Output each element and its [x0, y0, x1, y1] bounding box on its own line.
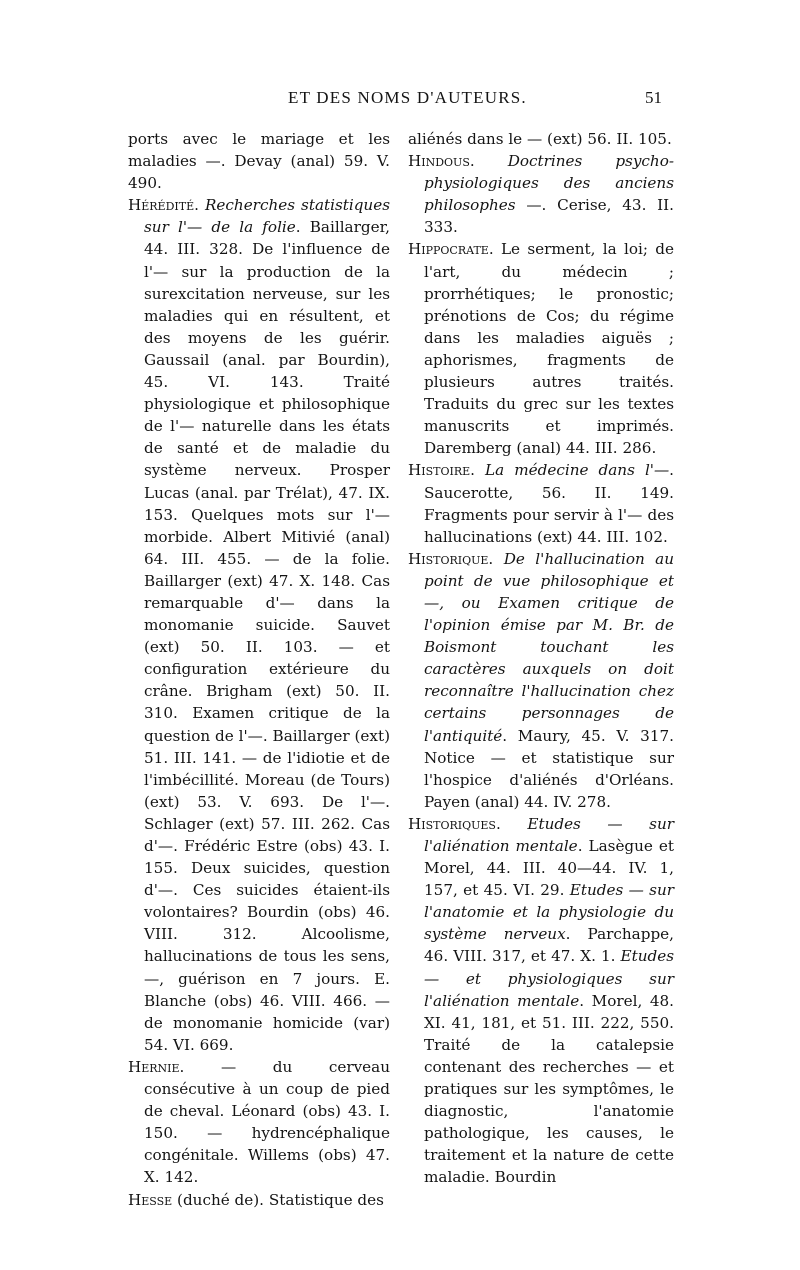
- entry-headword: Hérédité.: [128, 196, 199, 215]
- entry-title-italic: Doctrines psycho-physiologiques des anciens philosophes: [424, 152, 674, 215]
- entry-text: aliénés dans le — (ext) 56. II. 105.: [408, 130, 672, 148]
- entry-headword: Historiques.: [408, 814, 501, 833]
- entry-headword: Hernie.: [128, 1057, 185, 1076]
- entry-text: [475, 152, 508, 170]
- running-header: [0, 88, 800, 118]
- running-title: ET DES NOMS D'AUTEURS.: [288, 88, 527, 107]
- index-entry: [408, 150, 674, 238]
- entry-text: —. Cerise, 43. II. 333.: [424, 196, 674, 237]
- entry-text: . Maury, 45. V. 317. Notice — et statistique sur l'hospice d'aliénés d'Orléans. Payen (anal) 44. IV. 278.: [424, 726, 674, 811]
- left-column: [128, 128, 390, 1211]
- page-number: 51: [645, 88, 662, 107]
- index-entry: [128, 194, 390, 1056]
- index-entry: [408, 548, 674, 813]
- index-entry: [408, 459, 674, 547]
- entry-text: . Lasègue et Morel, 44. III. 40—44. IV. 1, 157, et 45. VI. 29.: [424, 837, 674, 900]
- index-entry: [408, 813, 674, 1189]
- entry-headword: Hippocrate.: [408, 240, 494, 259]
- index-entry: [408, 238, 674, 459]
- entry-headword: Hesse: [128, 1190, 173, 1209]
- entry-text: [493, 550, 503, 568]
- entry-text: Le serment, la loi; de l'art, du médecin ; prorrhétiques; le pronostic; prénotions de Cos; du régime dans les maladies aiguës ; aphorismes, fragments de plusieurs autres traités. Traduits du grec sur les textes manuscrits et imprimés. Daremberg (anal) 44. III. 286.: [424, 240, 674, 458]
- entry-headword: Hindous.: [408, 152, 475, 171]
- entry-headword: Histoire.: [408, 461, 475, 480]
- right-column: [408, 128, 674, 1189]
- entry-text: . Saucerotte, 56. II. 149. Fragments pour servir à l'— des hallucinations (ext) 44. III. 102.: [424, 461, 674, 546]
- entry-text: — du cerveau consécutive à un coup de pied de cheval. Léonard (obs) 43. I. 150. — hydrencéphalique congénitale. Willems (obs) 47. X. 142.: [144, 1057, 390, 1187]
- entry-text: . Parchappe, 46. VIII. 317, et 47. X. 1.: [424, 925, 674, 966]
- entry-title-italic: Recherches statistiques sur l'— de la folie: [144, 196, 390, 237]
- entry-text: (duché de). Statistique des: [172, 1190, 384, 1209]
- entry-text: . Morel, 48. XI. 41, 181, et 51. III. 222, 550. Traité de la catalepsie contenant des recherches — et pratiques sur les symptômes, le diagnostic, l'anatomie pathologique, les causes, le traitement et la nature de cette maladie. Bourdin: [424, 991, 675, 1187]
- entry-text: ports avec le mariage et les maladies —. Devay (anal) 59. V. 490.: [128, 130, 390, 193]
- entry-text: . Baillarger, 44. III. 328. De l'influence de l'— sur la production de la surexcitation nerveuse, sur les maladies qui en résultent, et des moyens de les guérir. Gaussail (anal. par Bourdin), 45. VI. 143. Traité physiologique et philosophique de l'— naturelle dans les états de santé et de maladie du système nerveux. Prosper Lucas (anal. par Trélat), 47. IX. 153. Quelques mots sur l'— morbide. Albert Mitivié (anal) 64. III. 455. — de la folie. Baillarger (ext) 47. X. 148. Cas remarquable d'— dans la monomanie suicide. Sauvet (ext) 50. II. 103. — et configuration extérieure du crâne. Brigham (ext) 50. II. 310. Examen critique de la question de l'—. Baillarger (ext) 51. III. 141. — de l'idiotie et de l'imbécillité. Moreau (de Tours) (ext) 53. V. 693. De l'—. Schlager (ext) 57. III. 262. Cas d'—. Frédéric Estre (obs) 43. I. 155. Deux suicides, question d'—. Ces suicides étaient-ils volontaires? Bourdin (obs) 46. VIII. 312. Alcoolisme, hallucinations de tous les sens, —, guérison en 7 jours. E. Blanche (obs) 46. VIII. 466. — de monomanie homicide (var) 54. VI. 669.: [144, 218, 390, 1054]
- index-entry: [408, 128, 674, 150]
- entry-title-italic: Etudes — et physiologiques sur l'aliénation mentale: [424, 947, 674, 1010]
- entry-title-italic: Etudes — sur l'anatomie et la physiologie du système nerveux: [424, 881, 674, 944]
- index-entry: [128, 1189, 390, 1211]
- index-entry: [128, 128, 390, 194]
- entry-text: [501, 815, 528, 833]
- entry-title-italic: La médecine dans l'—: [485, 461, 670, 480]
- entry-headword: Historique.: [408, 549, 494, 568]
- entry-title-italic: Etudes — sur l'aliénation mentale: [424, 814, 675, 855]
- entry-text: [475, 461, 485, 479]
- entry-title-italic: De l'hallucination au point de vue philosophique et —, ou Examen critique de l'opinion émise par M. Br. de Boismont touchant les caractères auxquels on doit reconnaître l'hallucination chez certains personnages de l'antiquité: [424, 549, 675, 745]
- index-entry: [128, 1056, 390, 1189]
